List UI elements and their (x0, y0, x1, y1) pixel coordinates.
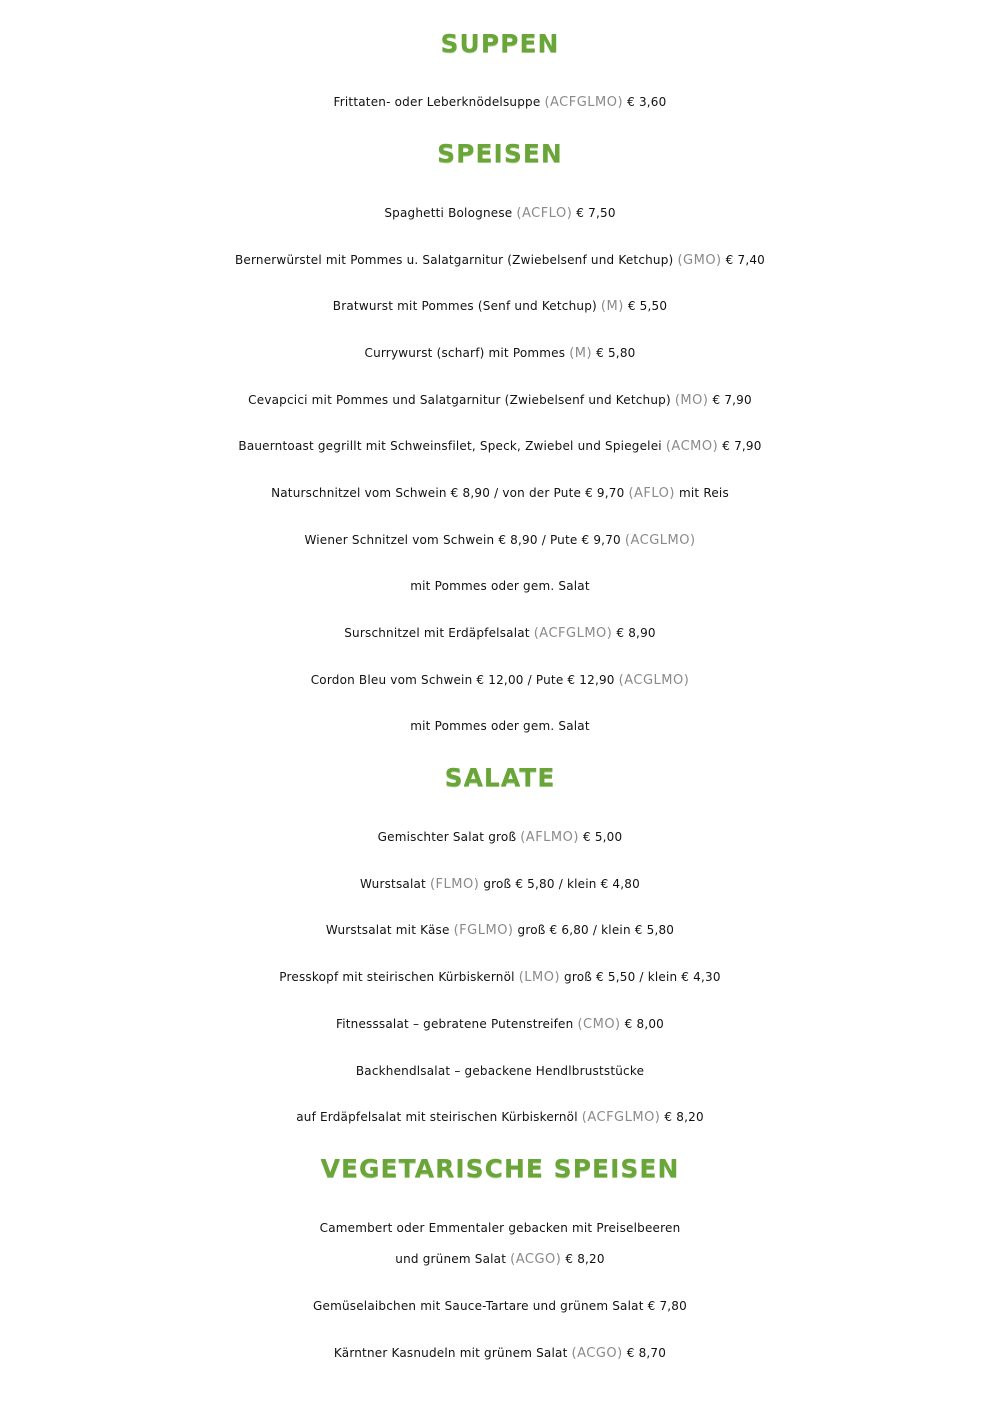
menu-item (0, 89, 1000, 116)
item-price: € 7,50 (576, 206, 616, 220)
allergen-codes: (ACMO) (665, 439, 719, 454)
menu-item (0, 527, 1000, 554)
item-text: Frittaten- oder Leberknödelsuppe (333, 95, 541, 109)
item-text: Cordon Bleu vom Schwein € 12,00 / Pute € 12,90 (310, 673, 615, 687)
allergen-codes: (LMO) (518, 970, 561, 985)
menu-item (0, 293, 1000, 320)
item-price: € 3,60 (627, 95, 667, 109)
item-text: Wurstsalat mit Käse (325, 923, 450, 937)
menu-item (0, 667, 1000, 694)
menu-item (0, 917, 1000, 944)
item-price: € 8,70 (626, 1346, 667, 1360)
menu-item (0, 824, 1000, 851)
menu-item (0, 247, 1000, 274)
allergen-codes: (ACFGLMO) (581, 1110, 661, 1125)
menu-item (0, 713, 1000, 739)
section-heading-speisen: SPEISEN (437, 139, 563, 168)
item-text: Gemüselaibchen mit Sauce-Tartare und grünem Salat € 7,80 (313, 1299, 687, 1313)
allergen-codes: (ACGLMO) (624, 533, 696, 548)
item-text: Camembert oder Emmentaler gebacken mit Preiselbeeren (319, 1221, 681, 1235)
item-price: € 7,40 (725, 253, 766, 267)
allergen-codes: (M) (569, 346, 593, 361)
allergen-codes: (MO) (674, 393, 709, 408)
allergen-codes: (FLMO) (429, 877, 480, 892)
menu-item (0, 480, 1000, 507)
item-side: mit Reis (679, 486, 729, 500)
allergen-codes: (GMO) (677, 253, 722, 268)
allergen-codes: (ACGLMO) (618, 673, 690, 688)
item-price: groß € 5,80 / klein € 4,80 (483, 877, 640, 891)
menu-item (0, 1104, 1000, 1131)
item-price: € 7,90 (722, 439, 762, 453)
item-text: Bauerntoast gegrillt mit Schweinsfilet, Speck, Zwiebel und Spiegelei (238, 439, 662, 453)
item-price: groß € 6,80 / klein € 5,80 (517, 923, 675, 937)
menu-item (0, 871, 1000, 898)
item-text: mit Pommes oder gem. Salat (410, 579, 590, 593)
item-price: € 5,50 (627, 299, 668, 313)
item-text: Bratwurst mit Pommes (Senf und Ketchup) (332, 299, 597, 313)
menu-item (0, 200, 1000, 227)
item-text: auf Erdäpfelsalat mit steirischen Kürbiskernöl (296, 1110, 578, 1124)
section-heading-salate: SALATE (444, 763, 556, 792)
menu-item (0, 1058, 1000, 1084)
item-text: Wiener Schnitzel vom Schwein € 8,90 / Pute € 9,70 (304, 533, 621, 547)
menu-item (0, 964, 1000, 991)
item-text: Fitnesssalat – gebratene Putenstreifen (335, 1017, 574, 1031)
allergen-codes: (ACFGLMO) (544, 95, 624, 110)
item-price: € 5,00 (582, 830, 623, 844)
item-text: Surschnitzel mit Erdäpfelsalat (344, 626, 530, 640)
allergen-codes: (ACFLO) (516, 206, 573, 221)
item-text: Kärntner Kasnudeln mit grünem Salat (333, 1346, 568, 1360)
menu-item (0, 620, 1000, 647)
item-text: Currywurst (scharf) mit Pommes (364, 346, 566, 360)
item-text: Naturschnitzel vom Schwein € 8,90 / von der Pute € 9,70 (271, 486, 625, 500)
allergen-codes: (AFLO) (628, 486, 675, 501)
menu-item (0, 433, 1000, 460)
item-price: € 8,20 (565, 1252, 605, 1266)
menu-item (0, 1011, 1000, 1038)
menu-item (0, 387, 1000, 414)
allergen-codes: (AFLMO) (520, 830, 579, 845)
item-text: Cevapcici mit Pommes und Salatgarnitur (Zwiebelsenf und Ketchup) (248, 393, 671, 407)
allergen-codes: (M) (600, 299, 624, 314)
item-price: € 8,20 (664, 1110, 704, 1124)
item-text: und grünem Salat (395, 1252, 507, 1266)
item-text: Spaghetti Bolognese (384, 206, 513, 220)
menu-item (0, 1246, 1000, 1273)
item-price: € 7,90 (712, 393, 752, 407)
item-text: Presskopf mit steirischen Kürbiskernöl (279, 970, 515, 984)
item-price: groß € 5,50 / klein € 4,30 (564, 970, 721, 984)
allergen-codes: (FGLMO) (453, 923, 514, 938)
item-text: Wurstsalat (360, 877, 426, 891)
item-price: € 8,90 (616, 626, 656, 640)
menu-item (0, 1340, 1000, 1367)
menu-item (0, 340, 1000, 367)
item-price: € 8,00 (624, 1017, 665, 1031)
menu-item (0, 1293, 1000, 1319)
item-text: mit Pommes oder gem. Salat (410, 719, 590, 733)
allergen-codes: (CMO) (577, 1017, 621, 1032)
allergen-codes: (ACGO) (510, 1252, 562, 1267)
allergen-codes: (ACGO) (571, 1346, 623, 1361)
section-heading-suppen: SUPPEN (440, 29, 560, 58)
menu-item (0, 1215, 1000, 1241)
section-heading-vegetarische-speisen: VEGETARISCHE SPEISEN (320, 1154, 680, 1183)
item-text: Backhendlsalat – gebackene Hendlbruststücke (355, 1064, 645, 1078)
item-text: Gemischter Salat groß (377, 830, 517, 844)
menu-item (0, 573, 1000, 599)
allergen-codes: (ACFGLMO) (533, 626, 613, 641)
item-price: € 5,80 (596, 346, 636, 360)
item-text: Bernerwürstel mit Pommes u. Salatgarnitur (Zwiebelsenf und Ketchup) (234, 253, 674, 267)
